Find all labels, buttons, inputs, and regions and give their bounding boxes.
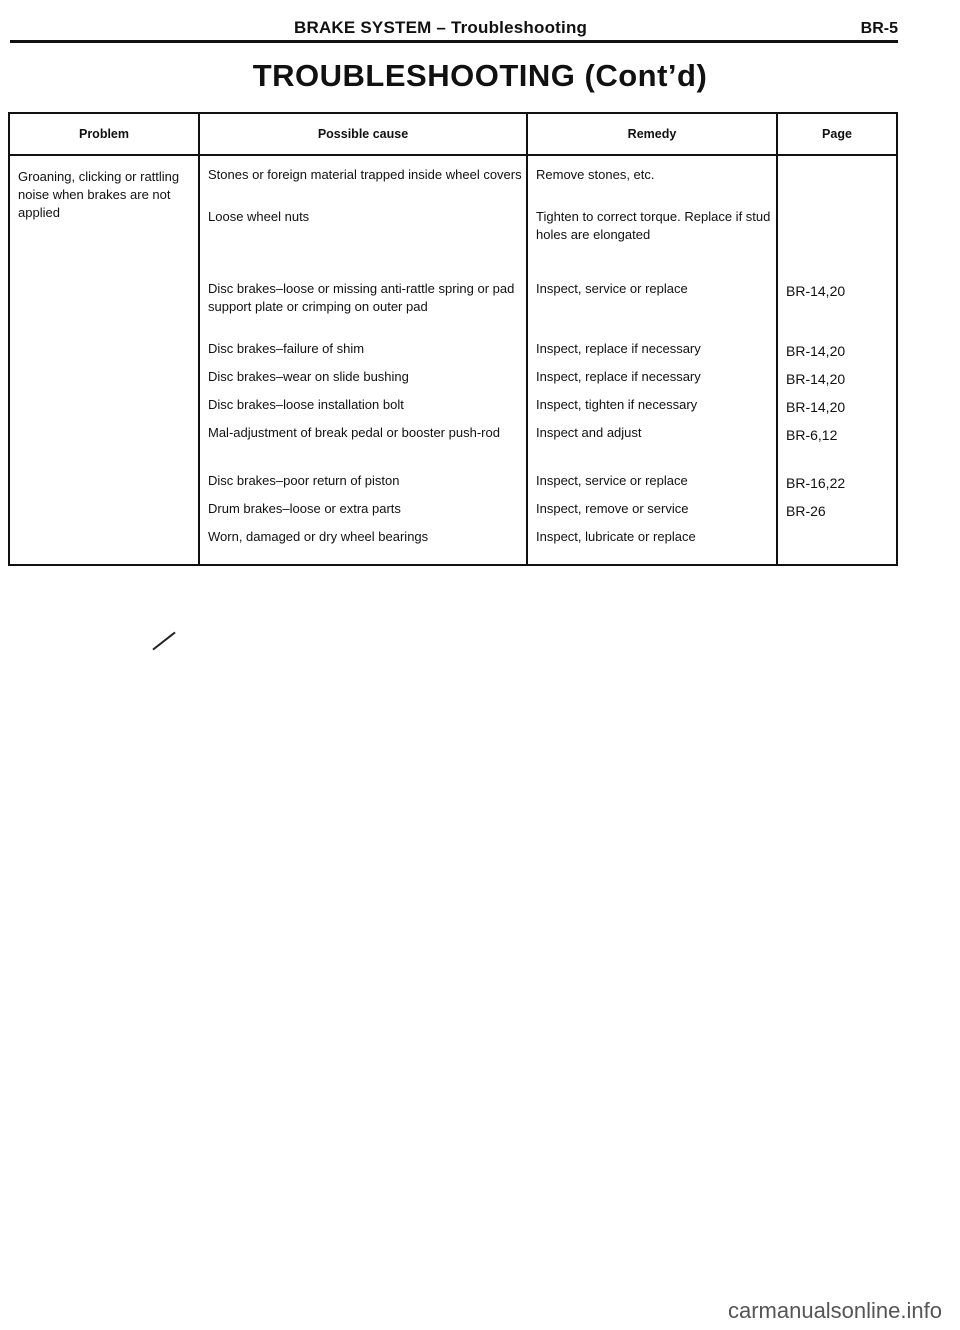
remedy-text: Inspect, service or replace — [536, 473, 688, 488]
section-title: BRAKE SYSTEM – Troubleshooting — [294, 18, 588, 37]
column-header-remedy: Remedy — [527, 113, 777, 155]
remedy-text: Remove stones, etc. — [536, 167, 655, 182]
page-reference-text — [786, 526, 896, 530]
possible-cause-text: Disc brakes–loose installation bolt — [208, 397, 404, 412]
page-reference-cell — [777, 155, 897, 565]
possible-cause-text: Loose wheel nuts — [208, 209, 310, 224]
page-reference-text: BR-14,20 — [786, 283, 846, 299]
possible-cause-text: Disc brakes–poor return of piston — [208, 473, 400, 488]
remedy-text: Inspect, tighten if necessary — [536, 397, 698, 412]
column-header-possible-cause: Possible cause — [199, 113, 527, 155]
page-reference-text: BR-14,20 — [786, 343, 846, 359]
page-reference-text: BR-16,22 — [786, 475, 846, 491]
possible-cause-text: Worn, damaged or dry wheel bearings — [208, 529, 429, 544]
remedy-text: Inspect, remove or service — [536, 501, 689, 516]
column-header-page: Page — [777, 113, 897, 155]
possible-cause-text: Mal-adjustment of break pedal or booster push-rod — [208, 425, 500, 440]
watermark: carmanualsonline.info — [727, 1298, 942, 1323]
page-reference-text: BR-6,12 — [786, 427, 838, 443]
document-title: TROUBLESHOOTING (Cont’d) — [252, 58, 708, 93]
remedy-text: Inspect, replace if necessary — [536, 341, 701, 356]
possible-cause-text: Disc brakes–wear on slide bushing — [208, 369, 409, 384]
possible-cause-text: Drum brakes–loose or extra parts — [208, 501, 401, 516]
page-reference-text — [786, 206, 896, 210]
remedy-text: Inspect, replace if necessary — [536, 369, 701, 384]
column-header-problem: Problem — [9, 113, 199, 155]
page-reference-text: BR-14,20 — [786, 371, 846, 387]
page-reference-text: BR-26 — [786, 503, 826, 519]
page-header — [10, 14, 898, 43]
possible-cause-text: Stones or foreign material trapped inside wheel covers — [208, 167, 522, 182]
remedy-text: Inspect, service or replace — [536, 281, 688, 296]
table-header-row — [9, 113, 897, 155]
remedy-text: Inspect and adjust — [536, 425, 642, 440]
page-reference-text — [786, 164, 896, 168]
remedy-cell — [527, 155, 777, 565]
remedy-text: Inspect, lubricate or replace — [536, 529, 696, 544]
problem-text: Groaning, clicking or rattling noise when brakes are not applied — [18, 169, 180, 220]
possible-cause-cell — [199, 155, 527, 565]
possible-cause-text: Disc brakes–loose or missing anti-rattle spring or pad support plate or crimping on outer pad — [208, 281, 515, 314]
possible-cause-text: Disc brakes–failure of shim — [208, 341, 365, 356]
problem-cell — [9, 155, 199, 565]
table-row — [9, 155, 897, 565]
troubleshooting-table — [8, 112, 898, 566]
remedy-text: Tighten to correct torque. Replace if stud holes are elongated — [536, 209, 771, 242]
stray-pen-mark — [152, 632, 175, 651]
page-number: BR-5 — [860, 20, 898, 37]
page-reference-text: BR-14,20 — [786, 399, 846, 415]
